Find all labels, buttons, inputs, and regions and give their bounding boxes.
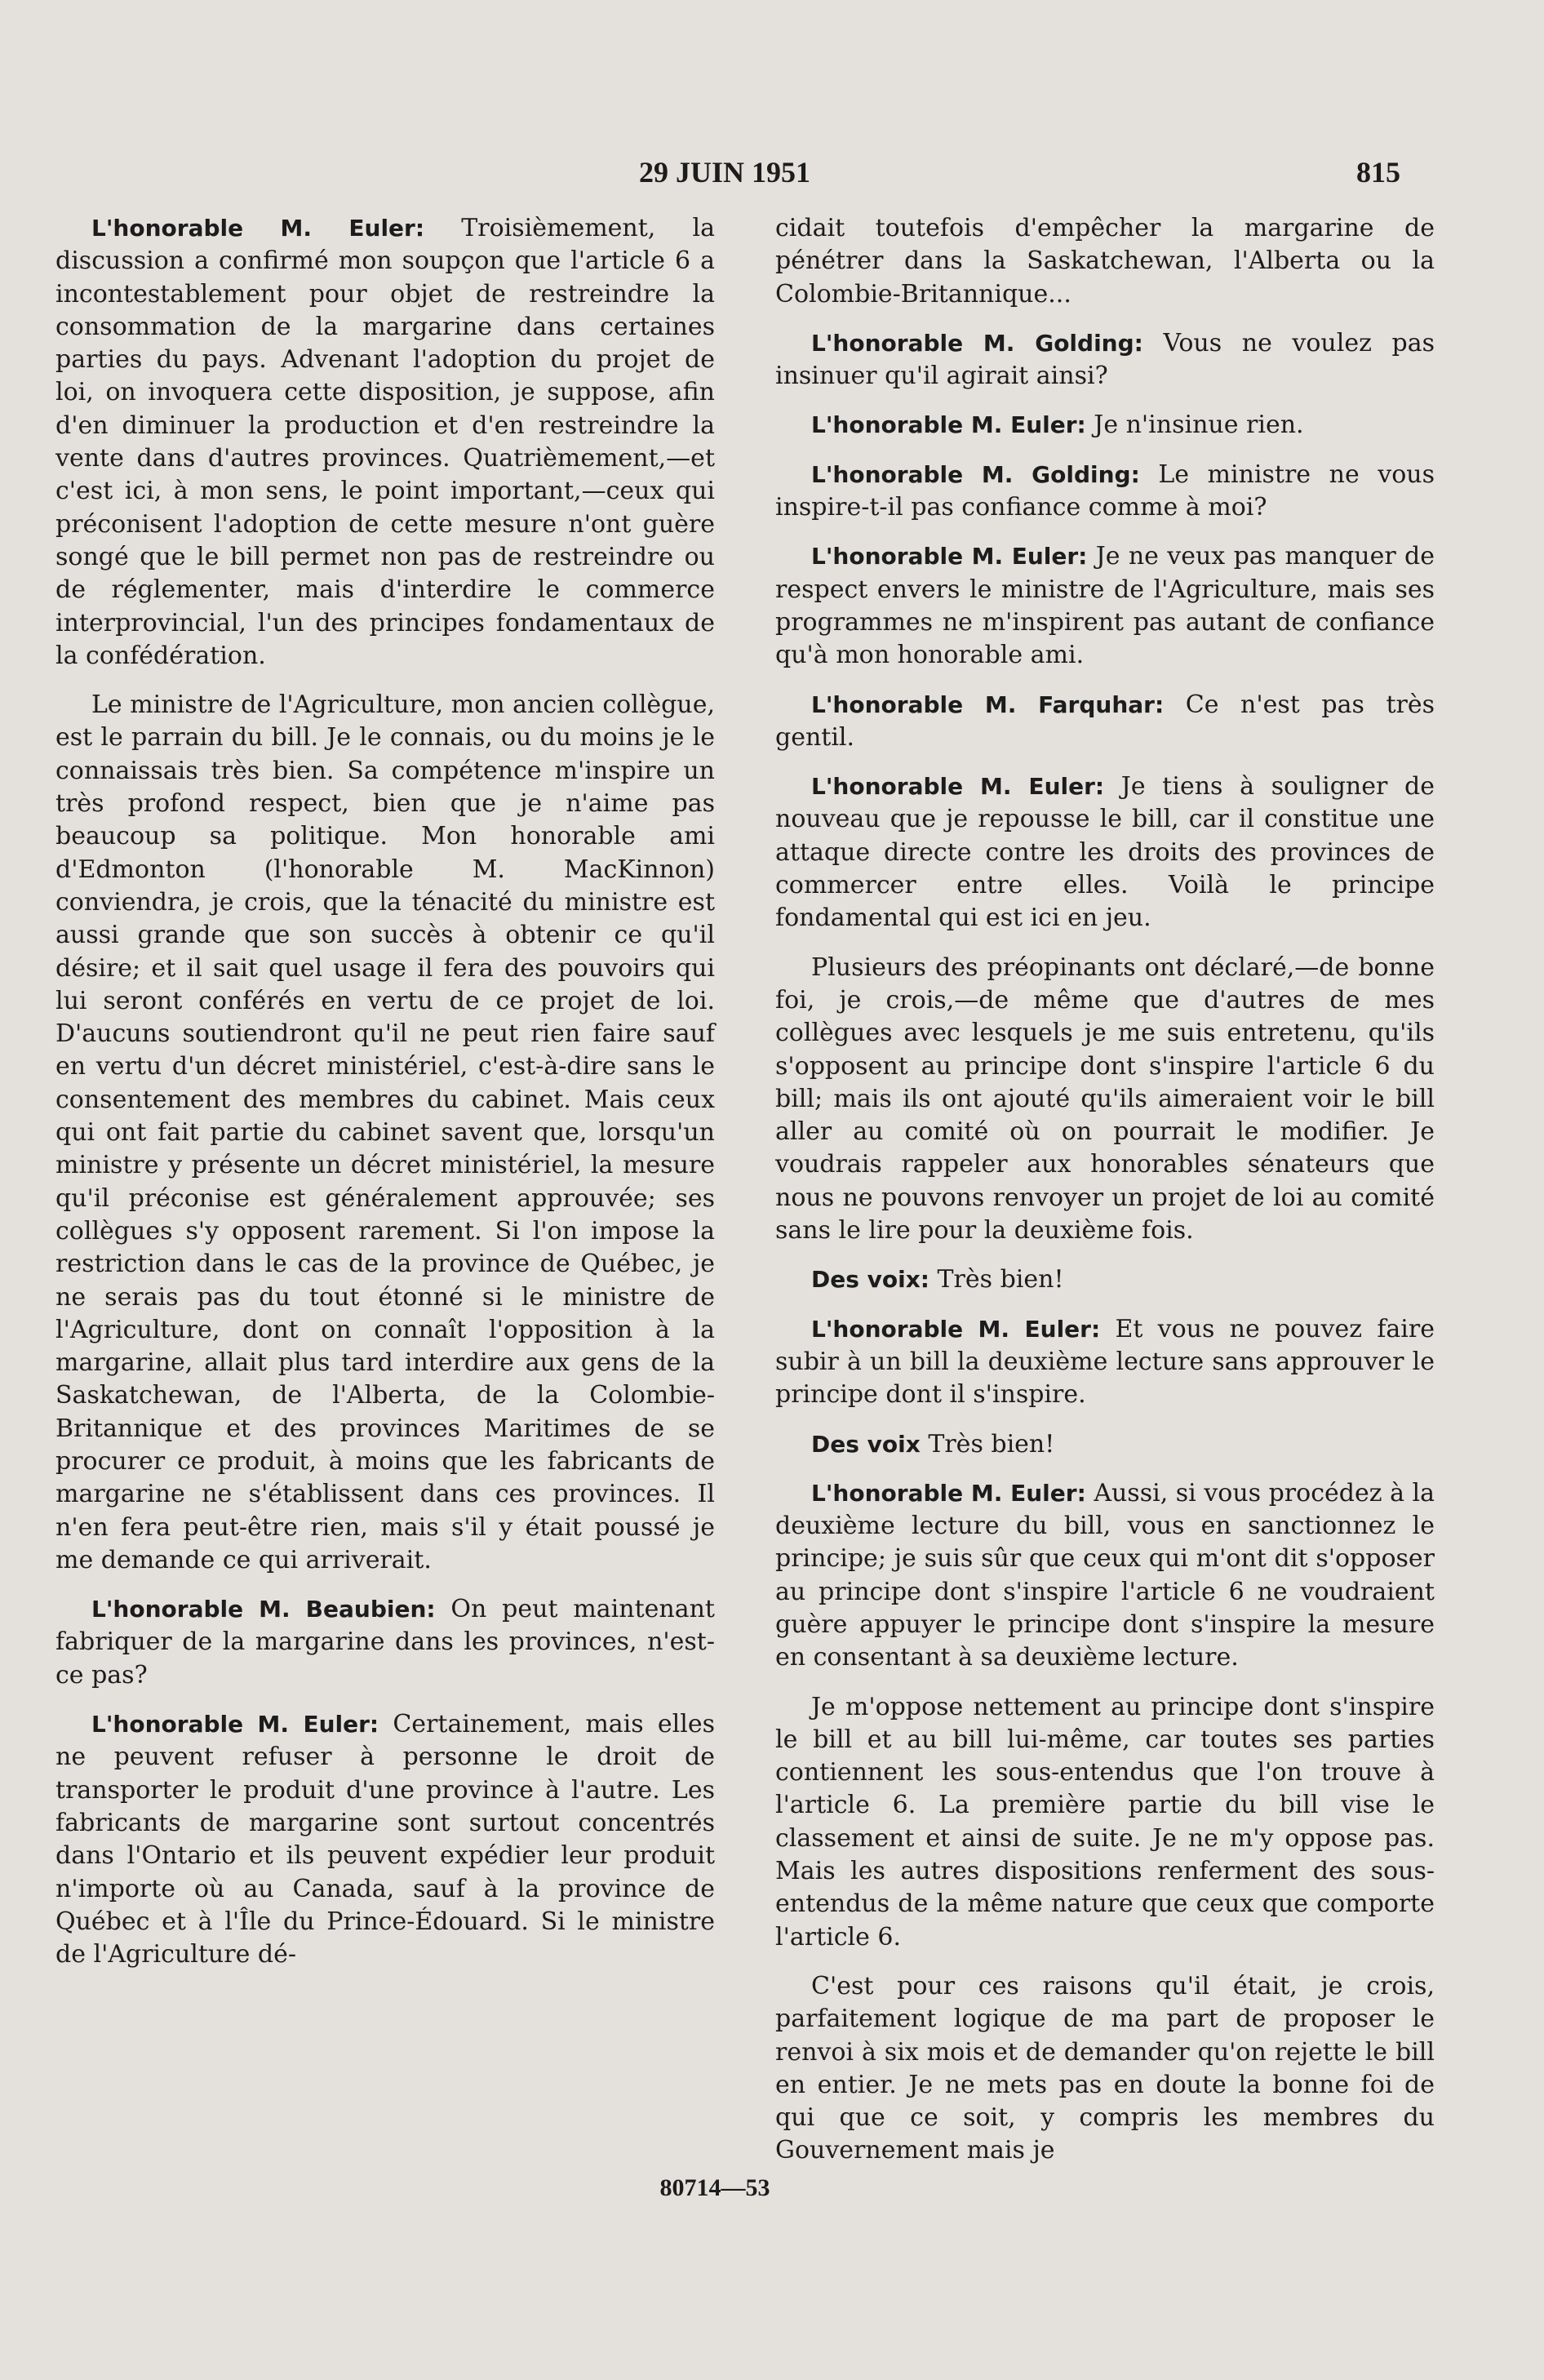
paragraph-text: C'est pour ces raisons qu'il était, je crois, parfaitement logique de ma part de proposer le renvoi à six mois et de demander qu'on rejette le bill en entier. Je ne mets pas en doute la bonne foi de qui que ce soit, y compris les membres du Gouvernement mais je bbox=[775, 1971, 1435, 2165]
paragraph-text: Vous ne voulez pas insinuer qu'il agirait ainsi? bbox=[775, 328, 1435, 391]
right-column bbox=[775, 212, 1435, 2184]
paragraph bbox=[775, 1970, 1435, 2168]
speaker-name: L'honorable M. Euler: bbox=[811, 411, 1086, 439]
paragraph-text: Je n'insinue rien. bbox=[1085, 411, 1304, 440]
paragraph-text: cidait toutefois d'empêcher la margarine de pénétrer dans la Saskatchewan, l'Alberta ou la Colombie-Britannique... bbox=[775, 214, 1435, 309]
speaker-name: L'honorable M. Euler: bbox=[91, 1711, 379, 1738]
paragraph bbox=[55, 1593, 715, 1692]
speaker-name: L'honorable M. Euler: bbox=[811, 1315, 1101, 1343]
speaker-name: L'honorable M. Euler: bbox=[91, 215, 425, 242]
paragraph bbox=[775, 1263, 1435, 1296]
speaker-name: L'honorable M. Golding: bbox=[811, 329, 1143, 357]
paragraph-text: Le ministre de l'Agriculture, mon ancien collègue, est le parrain du bill. Je le connais, ou du moins je le connaissais très bien. Sa compétence m'inspire un très profond respect, bien que je n'aime pas beaucoup sa politique. Mon honorable ami d'Edmonton (l'honorable M. MacKinnon) conviendra, je crois, que la ténacité du ministre est aussi grande que son succès à obtenir ce qu'il désire; et il sait quel usage il fera des pouvoirs qui lui seront conférés en vertu de ce projet de loi. D'aucuns soutiendront qu'il ne peut rien faire sauf en vertu d'un décret ministériel, c'est-à-dire sans le consentement des membres du cabinet. Mais ceux qui ont fait partie du cabinet savent que, lorsqu'un ministre y présente un décret ministériel, la mesure qu'il préconise est généralement approuvée; ses collègues s'y opposent rarement. Si l'on impose la restriction dans le cas de la province de Québec, je ne serais pas du tout étonné si le ministre de l'Agriculture, dont on connaît l'opposition à la margarine, allait plus tard interdire aux gens de la Saskatchewan, de l'Alberta, de la Colombie-Britannique et des provinces Maritimes de se procurer ce produit, à moins que les fabricants de margarine ne s'établissent dans ces provinces. Il n'en fera peut-être rien, mais s'il y était poussé je me demande ce qui arriverait. bbox=[55, 690, 715, 1574]
paragraph-text: Je tiens à souligner de nouveau que je repousse le bill, car il constitue une attaque directe contre les droits des provinces de commercer entre elles. Voilà le principe fondamental qui est ici en jeu. bbox=[775, 772, 1435, 933]
paragraph bbox=[775, 212, 1435, 311]
paragraph bbox=[55, 1708, 715, 1971]
paragraph-text: Aussi, si vous procédez à la deuxième lecture du bill, vous en sanctionnez le principe; je suis sûr que ceux qui m'ont dit s'opposer au principe dont s'inspire l'article 6 ne voudraient guère appuyer le principe dont s'inspire la mesure en consentant à sa deuxième lecture. bbox=[775, 1478, 1435, 1672]
speaker-name: L'honorable M. Beaubien: bbox=[91, 1596, 436, 1623]
paragraph-text: Très bien! bbox=[930, 1265, 1064, 1294]
paragraph-text: On peut maintenant fabriquer de la margarine dans les provinces, n'est-ce pas? bbox=[55, 1595, 715, 1690]
paragraph bbox=[775, 1428, 1435, 1461]
speaker-name: L'honorable M. Farquhar: bbox=[811, 690, 1165, 718]
paragraph-text: Le ministre ne vous inspire-t-il pas confiance comme à moi? bbox=[775, 460, 1435, 522]
paragraph-text: Très bien! bbox=[920, 1429, 1055, 1459]
paragraph-text: Ce n'est pas très gentil. bbox=[775, 690, 1435, 752]
paragraph bbox=[775, 409, 1435, 442]
paragraph-text: Je ne veux pas manquer de respect envers le ministre de l'Agriculture, mais ses programmes ne m'inspirent pas autant de confiance qu'à mon honorable ami. bbox=[775, 542, 1435, 670]
paragraph bbox=[775, 770, 1435, 935]
paragraph bbox=[775, 952, 1435, 1248]
paragraph bbox=[55, 689, 715, 1577]
speaker-name: Des voix: bbox=[811, 1266, 930, 1294]
speaker-name: Des voix bbox=[811, 1430, 921, 1458]
left-column bbox=[55, 212, 715, 1987]
paragraph bbox=[775, 540, 1435, 672]
signature-mark: 80714—53 bbox=[659, 2174, 770, 2201]
paragraph bbox=[55, 212, 715, 673]
paragraph bbox=[775, 327, 1435, 393]
speaker-name: L'honorable M. Golding: bbox=[811, 460, 1140, 488]
speaker-name: L'honorable M. Euler: bbox=[811, 1479, 1086, 1507]
speaker-name: L'honorable M. Euler: bbox=[811, 543, 1088, 571]
paragraph-text: Certainement, mais elles ne peuvent refuser à personne le droit de transporter le produit d'une province à l'autre. Les fabricants de margarine sont surtout concentrés dans l'Ontario et ils peuvent expédier leur produit n'importe où au Canada, sauf à la province de Québec et à l'Île du Prince-Édouard. Si le ministre de l'Agriculture dé- bbox=[55, 1710, 715, 1969]
page-header bbox=[49, 145, 1400, 194]
paragraph bbox=[775, 1313, 1435, 1412]
paragraph bbox=[775, 459, 1435, 525]
page-number: 815 bbox=[1356, 156, 1400, 189]
header-date: 29 JUIN 1951 bbox=[638, 156, 810, 189]
paragraph bbox=[775, 1691, 1435, 1954]
paragraph-text: Je m'oppose nettement au principe dont s'inspire le bill et au bill lui-même, car toutes ses parties contiennent les sous-entendus que l'on trouve à l'article 6. La première partie du bill vise le classement et ainsi de suite. Je ne m'y oppose pas. Mais les autres dispositions renferment des sous-entendus de la même nature que ceux que comporte l'article 6. bbox=[775, 1692, 1435, 1952]
paragraph bbox=[775, 689, 1435, 755]
paragraph-text: Plusieurs des préopinants ont déclaré,—de bonne foi, je crois,—de même que d'autres de mes collègues avec lesquels je me suis entretenu, qu'ils s'opposent au principe dont s'inspire l'article 6 du bill; mais ils ont ajouté qu'ils aimeraient voir le bill aller au comité où on pourrait le modifier. Je voudrais rappeler aux honorables sénateurs que nous ne pouvons renvoyer un projet de loi au comité sans le lire pour la deuxième fois. bbox=[775, 952, 1435, 1246]
paragraph-text: Troisièmement, la discussion a confirmé mon soupçon que l'article 6 a incontestablement pour objet de restreindre la consommation de la margarine dans certaines parties du pays. Advenant l'adoption du projet de loi, on invoquera cette disposition, je suppose, afin d'en diminuer la production et d'en restreindre la vente dans d'autres provinces. Quatrièmement,—et c'est ici, à mon sens, le point important,—ceux qui préconisent l'adoption de cette mesure n'ont guère songé que le bill permet non pas de restreindre ou de réglementer, mais d'interdire le commerce interprovincial, l'un des principes fondamentaux de la confédération. bbox=[55, 214, 715, 670]
paragraph-text: Et vous ne pouvez faire subir à un bill la deuxième lecture sans approuver le principe dont il s'inspire. bbox=[775, 1314, 1435, 1410]
speaker-name: L'honorable M. Euler: bbox=[811, 773, 1105, 801]
paragraph bbox=[775, 1477, 1435, 1675]
